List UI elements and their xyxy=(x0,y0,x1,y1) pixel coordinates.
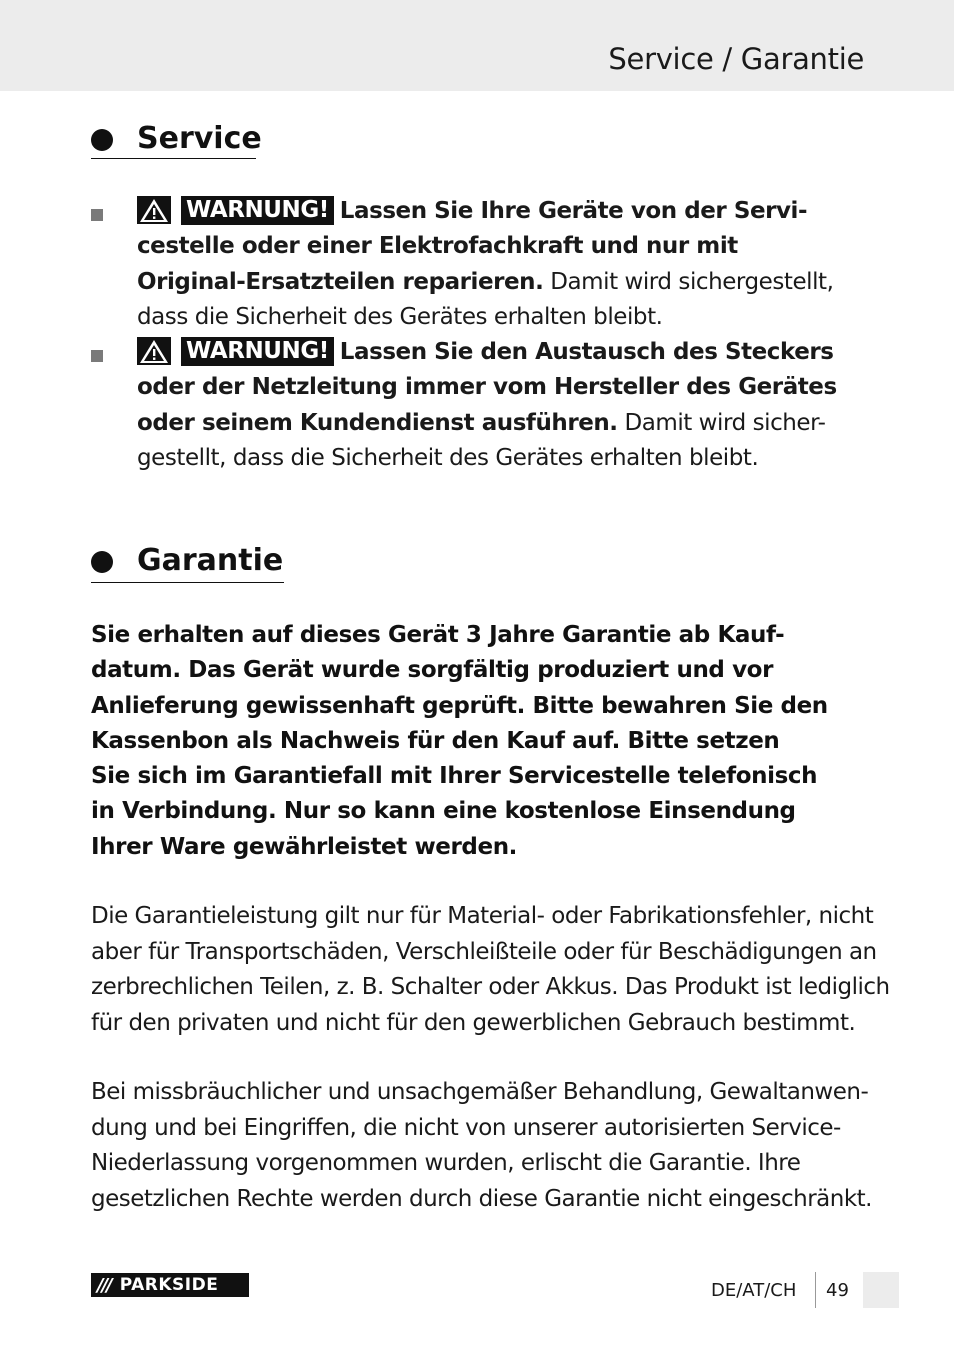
warning-note: dass die Sicherheit des Gerätes erhalten bleibt. xyxy=(137,303,663,330)
text-line: Sie sich im Garantiefall mit Ihrer Servicestelle telefonisch xyxy=(91,763,818,790)
warning-note: gestellt, dass die Sicherheit des Gerätes erhalten bleibt. xyxy=(137,444,759,471)
text-line: datum. Das Gerät wurde sorgfältig produziert und vor xyxy=(91,657,774,684)
warning-text: oder seinem Kundendienst ausführen. xyxy=(137,409,618,436)
text-line: Anlieferung gewissenhaft geprüft. Bitte bewahren Sie den xyxy=(91,692,828,719)
text-line: gesetzlichen Rechte werden durch diese Garantie nicht eingeschränkt. xyxy=(91,1185,872,1212)
garantie-paragraph-1 xyxy=(91,899,890,1041)
warning-label: WARNUNG! xyxy=(181,196,334,225)
parkside-logo: /// PARKSIDE xyxy=(91,1273,249,1297)
warning-text: oder der Netzleitung immer vom Hersteller des Gerätes xyxy=(137,374,837,401)
footer-locale: DE/AT/CH xyxy=(711,1280,797,1301)
garantie-paragraph-2 xyxy=(91,1075,881,1217)
footer-divider xyxy=(815,1272,816,1308)
list-bullet-icon xyxy=(91,209,103,221)
page-number: 49 xyxy=(826,1280,849,1301)
warning-label: WARNUNG! xyxy=(181,337,334,366)
service-title: Service xyxy=(137,121,262,156)
warning-item-1 xyxy=(137,194,877,335)
text-line: für den privaten und nicht für den gewerblichen Gebrauch bestimmt. xyxy=(91,1009,856,1036)
warning-triangle-icon xyxy=(137,196,171,224)
service-underline xyxy=(91,158,256,159)
warning-item-2 xyxy=(137,335,877,476)
garantie-heading xyxy=(91,542,283,582)
text-line: dung und bei Eingriffen, die nicht von unserer autorisierten Service- xyxy=(91,1114,841,1141)
text-line: Kassenbon als Nachweis für den Kauf auf. Bitte setzen xyxy=(91,727,780,754)
text-line: Sie erhalten auf dieses Gerät 3 Jahre Garantie ab Kauf- xyxy=(91,622,785,648)
section-bullet-icon xyxy=(91,129,113,151)
warning-note: Damit wird sichergestellt, xyxy=(543,268,834,295)
garantie-underline xyxy=(91,582,284,583)
warning-note: Damit wird sicher- xyxy=(617,409,826,436)
text-line: Ihrer Ware gewährleistet werden. xyxy=(91,833,518,860)
garantie-intro xyxy=(91,618,871,865)
page-header-title: Service / Garantie xyxy=(608,42,864,76)
footer-tab xyxy=(863,1272,899,1308)
list-bullet-icon xyxy=(91,350,103,362)
text-line: Bei missbräuchlicher und unsachgemäßer Behandlung, Gewaltanwen- xyxy=(91,1079,869,1105)
text-line: Die Garantieleistung gilt nur für Material- oder Fabrikationsfehler, nicht xyxy=(91,903,874,929)
warning-triangle-icon xyxy=(137,337,171,365)
garantie-title: Garantie xyxy=(137,543,284,578)
warning-text: Lassen Sie den Austausch des Steckers xyxy=(339,339,834,365)
text-line: in Verbindung. Nur so kann eine kostenlose Einsendung xyxy=(91,798,796,825)
warning-text: Lassen Sie Ihre Geräte von der Servi- xyxy=(339,198,808,224)
text-line: aber für Transportschäden, Verschleißteile oder für Beschädigungen an xyxy=(91,938,877,965)
warning-text: Original-Ersatzteilen reparieren. xyxy=(137,268,544,295)
section-bullet-icon xyxy=(91,551,113,573)
warning-text: cestelle oder einer Elektrofachkraft und nur mit xyxy=(137,233,738,260)
service-heading xyxy=(91,120,262,160)
text-line: Niederlassung vorgenommen wurden, erlischt die Garantie. Ihre xyxy=(91,1150,801,1176)
text-line: zerbrechlichen Teilen, z. B. Schalter oder Akkus. Das Produkt ist lediglich xyxy=(91,974,890,1000)
